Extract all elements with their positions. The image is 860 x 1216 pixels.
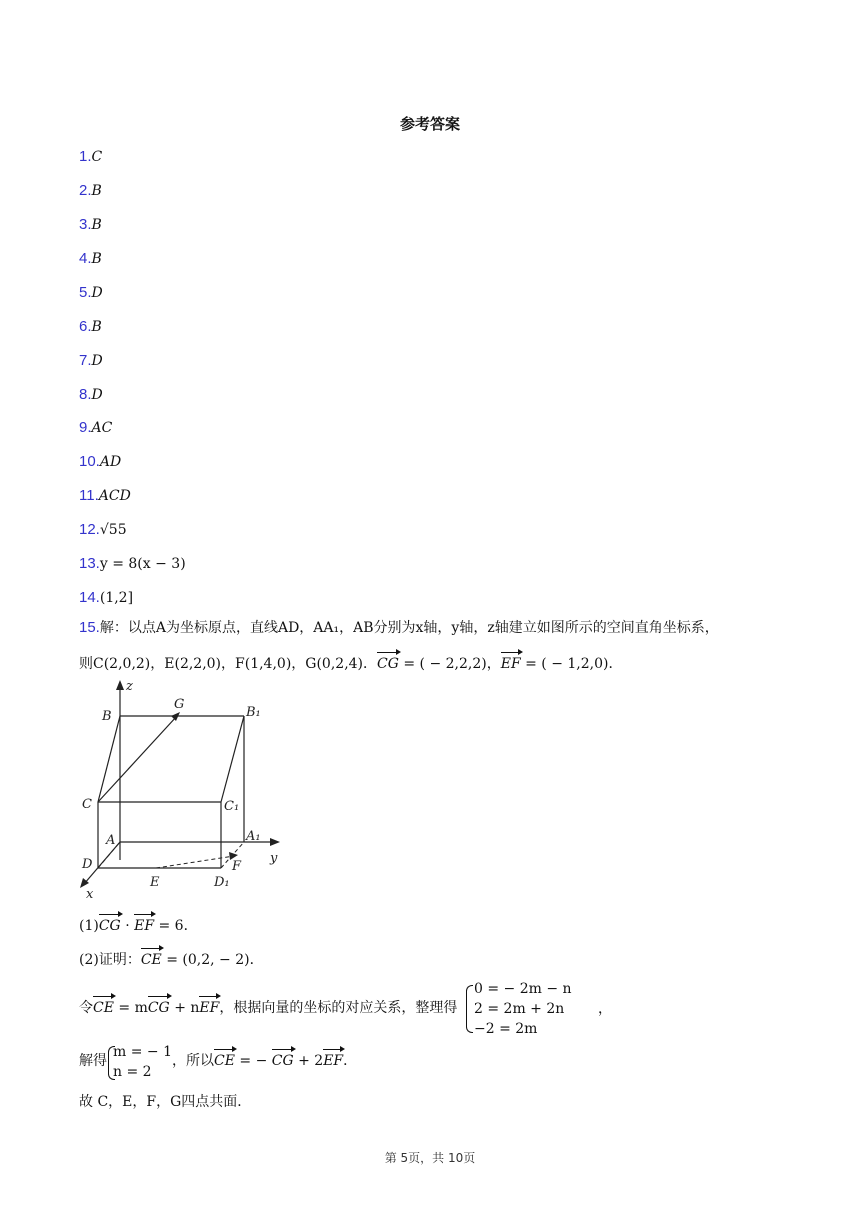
label-z: z bbox=[126, 679, 133, 694]
answer-item bbox=[79, 419, 112, 437]
label-f: F bbox=[232, 859, 242, 874]
vector-cg: CG bbox=[377, 656, 399, 672]
part1-vector-cg: CG bbox=[98, 918, 121, 934]
answer-value: D bbox=[91, 353, 103, 369]
system2-eq1: m = − 1 bbox=[113, 1044, 172, 1060]
y-arrowhead bbox=[270, 838, 280, 846]
part1-prefix: (1) bbox=[79, 918, 99, 934]
part2-vector-ce: CE bbox=[140, 952, 162, 968]
answer-item bbox=[79, 521, 127, 539]
vector-ef: EF bbox=[500, 656, 521, 672]
part1-value: = 6． bbox=[154, 918, 198, 934]
let-suffix: ，根据向量的坐标的对应关系，整理得 bbox=[219, 1000, 458, 1016]
system1-eq3: −2 = 2m bbox=[474, 1021, 538, 1037]
answer-value: D bbox=[91, 285, 103, 301]
solve-end: ． bbox=[343, 1053, 358, 1069]
answer-item bbox=[79, 284, 103, 302]
answer-number: 1. bbox=[79, 148, 92, 165]
q15-number: 15. bbox=[79, 619, 100, 636]
answer-number: 6. bbox=[79, 318, 92, 335]
label-x: x bbox=[86, 887, 94, 898]
vector-cg-arrow bbox=[98, 716, 177, 802]
vector-cg-value: = ( − 2,2,2)， bbox=[398, 656, 501, 672]
answer-item bbox=[79, 182, 102, 200]
z-arrowhead bbox=[116, 680, 124, 690]
let-vector-ce: CE bbox=[93, 1000, 114, 1016]
label-g: G bbox=[174, 697, 185, 712]
answer-item bbox=[79, 318, 102, 336]
answer-number: 12. bbox=[79, 521, 100, 538]
part2-prefix: (2)证明： bbox=[79, 952, 141, 968]
label-d: D bbox=[82, 857, 93, 872]
answer-value: AD bbox=[99, 454, 122, 470]
part1-vector-ef: EF bbox=[134, 918, 155, 934]
answer-item bbox=[79, 453, 121, 471]
answer-value: D bbox=[91, 387, 103, 403]
q15-coordinates: 则C(2,0,2)，E(2,2,0)，F(1,4,0)，G(0,2,4)． bbox=[79, 656, 378, 672]
answer-item bbox=[79, 589, 133, 607]
answer-number: 8. bbox=[79, 386, 92, 403]
system1-eq1: 0 = − 2m − n bbox=[474, 981, 572, 997]
system1-eq2: 2 = 2m + 2n bbox=[474, 1001, 565, 1017]
edge-b-c bbox=[98, 716, 120, 802]
solve-eq: = − bbox=[234, 1053, 272, 1069]
answer-value: C bbox=[91, 149, 103, 165]
label-a1: A₁ bbox=[246, 829, 261, 844]
vector-ef-value: = ( − 1,2,0)． bbox=[520, 656, 623, 672]
label-c1: C₁ bbox=[224, 799, 240, 814]
answer-item bbox=[79, 487, 131, 505]
let-plus: + n bbox=[169, 1000, 200, 1016]
solve-plus: + 2 bbox=[293, 1053, 324, 1069]
solve-vector-ce: CE bbox=[214, 1053, 235, 1069]
part2-value: = (0,2, − 2)． bbox=[161, 952, 264, 968]
part1-dot: · bbox=[120, 918, 135, 934]
solve-vector-cg: CG bbox=[271, 1053, 294, 1069]
q15-line1 bbox=[79, 618, 719, 638]
system1-tail: ， bbox=[598, 1001, 612, 1017]
answer-number: 2. bbox=[79, 182, 92, 199]
answer-number: 9. bbox=[79, 419, 92, 436]
let-eq: = m bbox=[113, 1000, 148, 1016]
answer-item bbox=[79, 216, 102, 234]
let-line bbox=[79, 998, 457, 1018]
edge-b1-c1 bbox=[221, 716, 244, 802]
page-footer: 第 5页，共 10页 bbox=[384, 1151, 476, 1165]
answer-item bbox=[79, 250, 102, 268]
solve-result bbox=[172, 1051, 357, 1071]
answer-value: ACD bbox=[98, 488, 131, 504]
label-b: B bbox=[102, 709, 112, 724]
label-d1: D₁ bbox=[214, 875, 230, 890]
answer-number: 14. bbox=[79, 589, 100, 606]
answer-number: 10. bbox=[79, 453, 100, 470]
system2-eq2: n = 2 bbox=[113, 1064, 152, 1080]
part2-line bbox=[79, 950, 264, 970]
answer-item bbox=[79, 386, 103, 404]
answer-item bbox=[79, 555, 186, 573]
solve-vector-ef: EF bbox=[323, 1053, 344, 1069]
label-e: E bbox=[150, 875, 160, 890]
answer-number: 3. bbox=[79, 216, 92, 233]
part1-line bbox=[79, 916, 198, 936]
answer-value: B bbox=[91, 217, 102, 233]
system1-brace bbox=[466, 985, 473, 1033]
label-c: C bbox=[82, 797, 92, 812]
answer-value: B bbox=[91, 319, 102, 335]
cuboid-figure bbox=[74, 676, 294, 898]
solve-line bbox=[79, 1051, 107, 1071]
q15-intro: 解：以点A为坐标原点，直线AD，AA₁，AB分别为x轴，y轴，z轴建立如图所示的空间直角坐标系， bbox=[99, 620, 719, 636]
answer-value: (1,2] bbox=[99, 590, 134, 606]
q15-line2 bbox=[79, 654, 622, 674]
solve-prefix: 解得 bbox=[79, 1053, 107, 1069]
answer-value: y = 8(x − 3) bbox=[99, 556, 186, 572]
answer-number: 5. bbox=[79, 284, 92, 301]
system2 bbox=[113, 1042, 172, 1082]
answer-item bbox=[79, 352, 103, 370]
label-a: A bbox=[106, 833, 116, 848]
let-vector-cg: CG bbox=[147, 1000, 170, 1016]
let-prefix: 令 bbox=[79, 1000, 93, 1016]
answer-number: 11. bbox=[79, 487, 99, 504]
label-y: y bbox=[270, 851, 278, 866]
system1 bbox=[474, 979, 572, 1039]
answer-item bbox=[79, 148, 102, 166]
answer-value: AC bbox=[91, 420, 113, 436]
answer-value: B bbox=[91, 251, 102, 267]
answer-value: B bbox=[91, 183, 102, 199]
answer-number: 7. bbox=[79, 352, 92, 369]
let-vector-ef: EF bbox=[199, 1000, 220, 1016]
conclusion: 故 C，E，F，G四点共面． bbox=[79, 1094, 252, 1110]
solve-mid: ，所以 bbox=[172, 1053, 214, 1069]
page-title: 参考答案 bbox=[399, 115, 460, 133]
answer-number: 4. bbox=[79, 250, 92, 267]
label-b1: B₁ bbox=[246, 705, 261, 720]
answer-value: √55 bbox=[99, 522, 127, 538]
answer-number: 13. bbox=[79, 555, 100, 572]
